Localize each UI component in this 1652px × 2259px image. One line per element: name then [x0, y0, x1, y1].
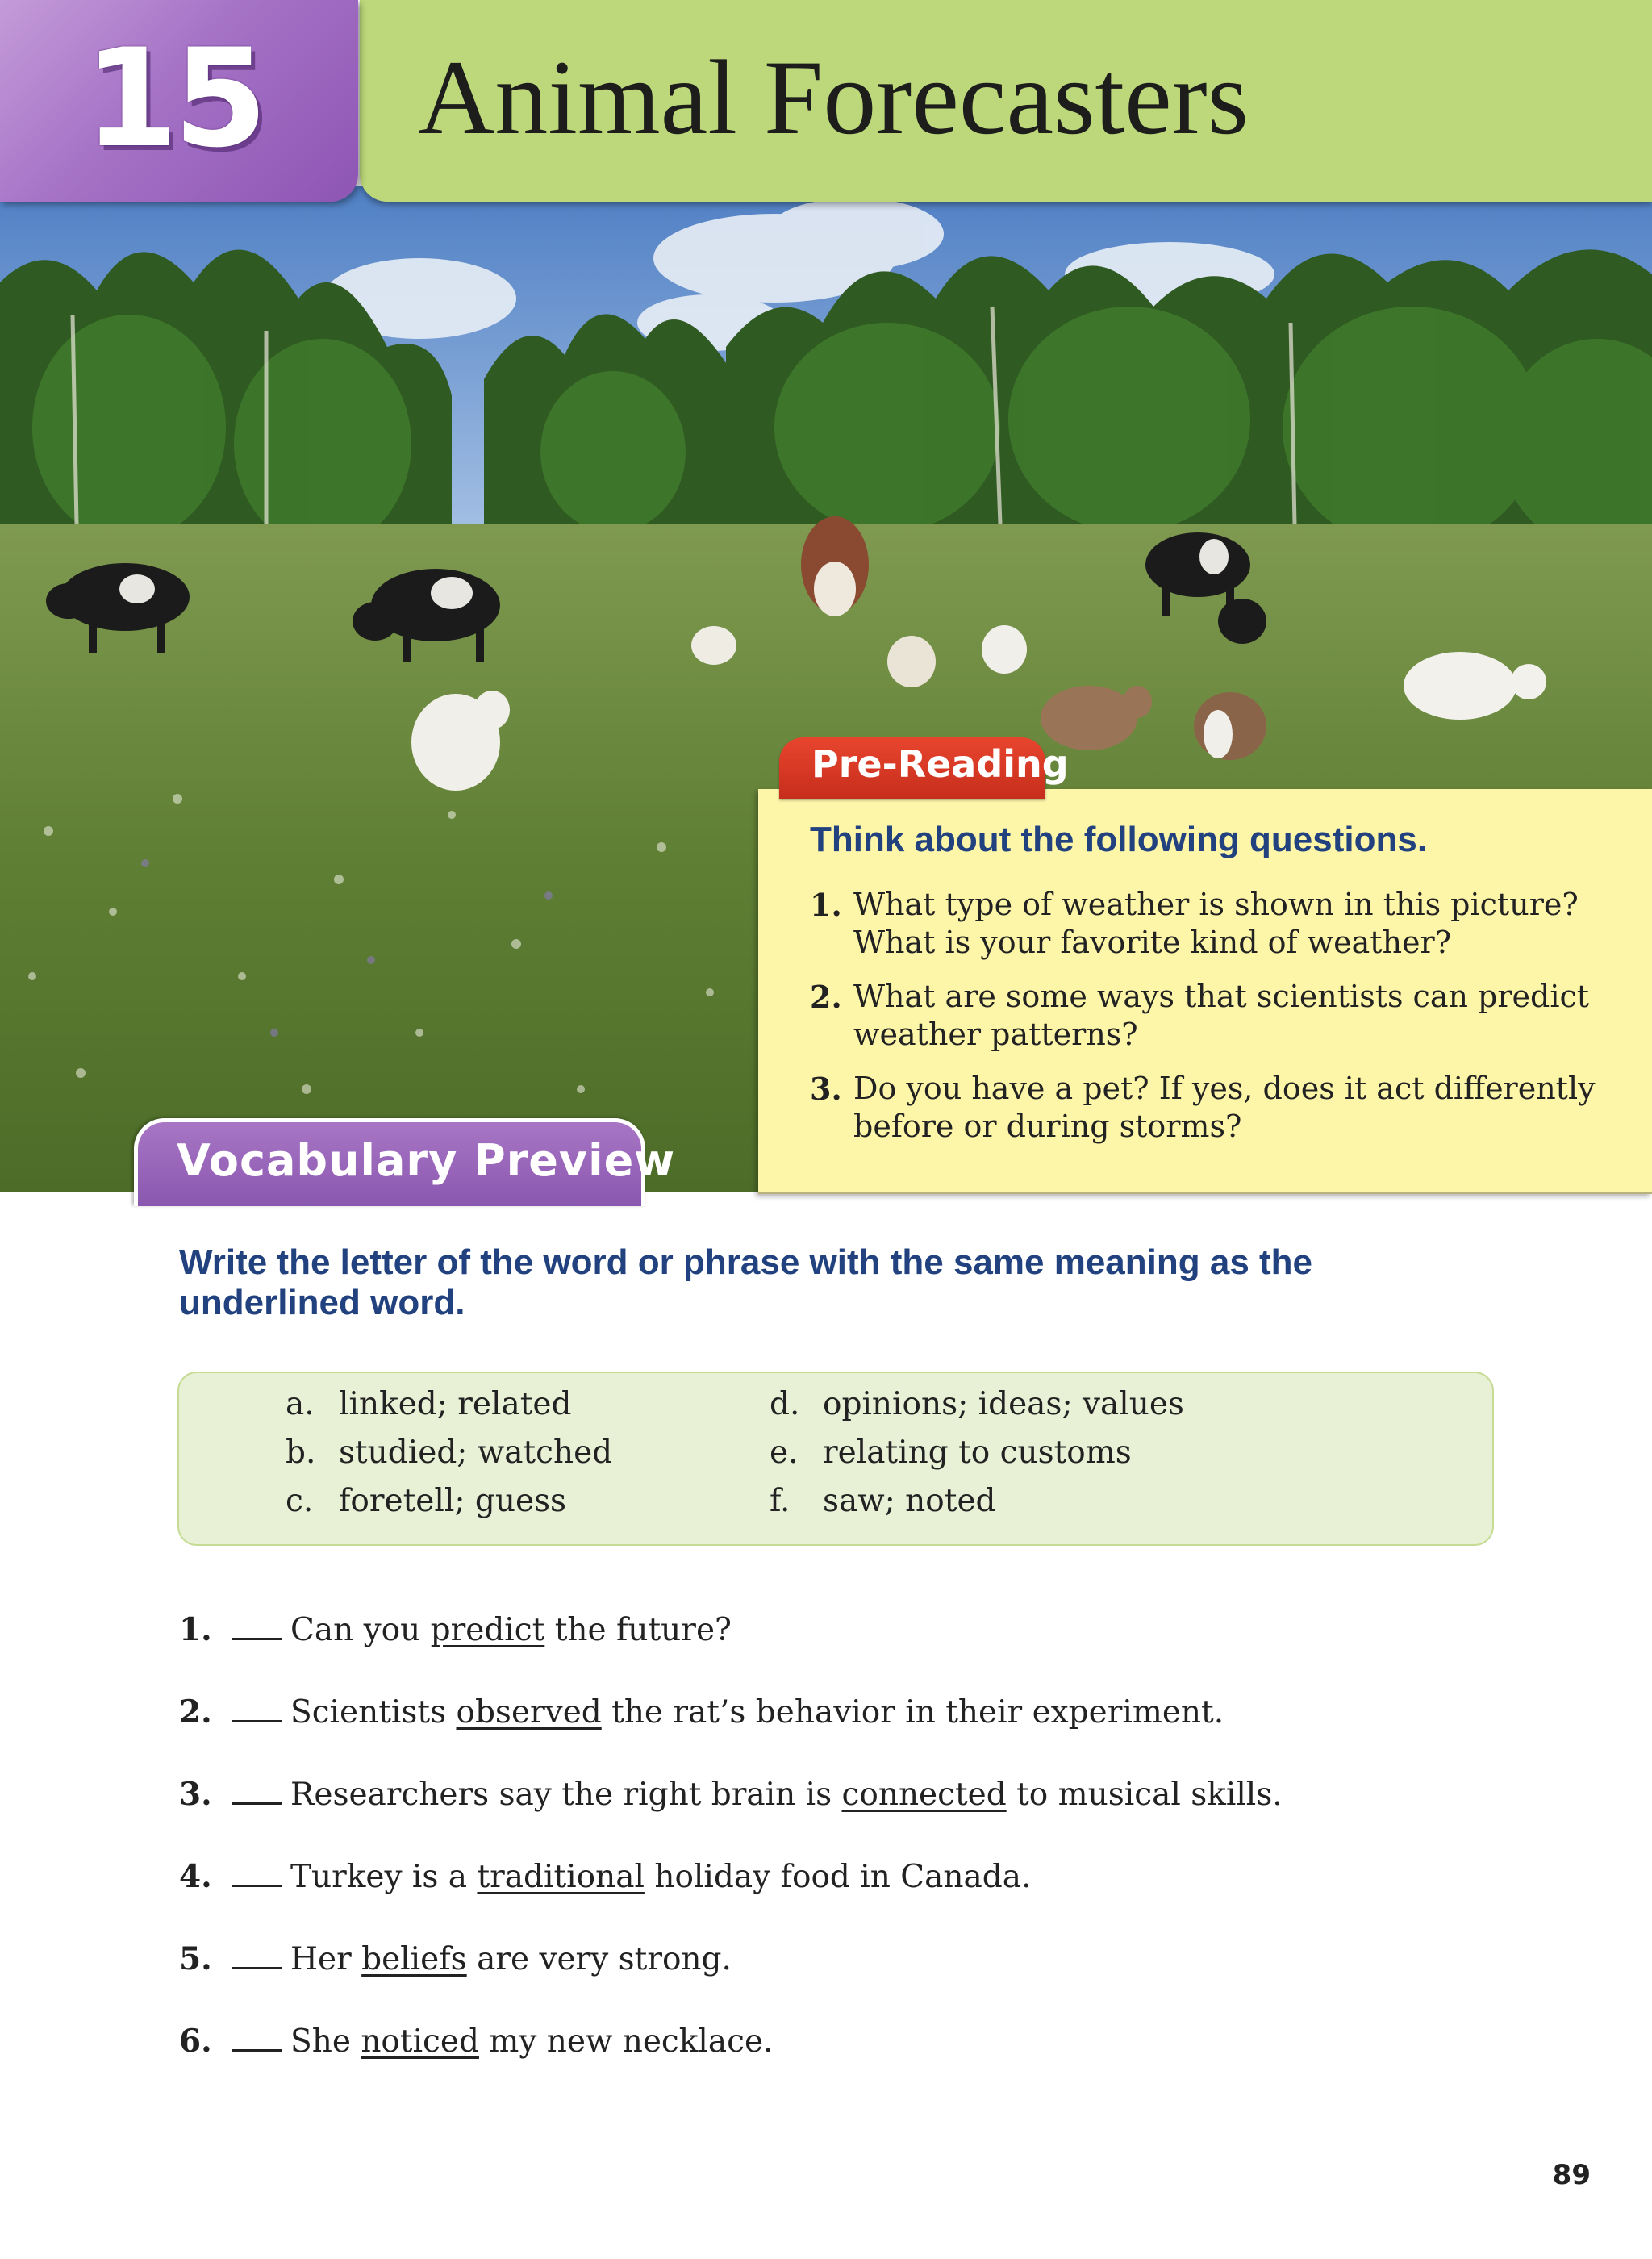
question-text: What type of weather is shown in this picture? What is your favorite kind of weather?	[853, 887, 1579, 960]
page-number: 89	[1552, 2159, 1591, 2191]
page-title: Animal Forecasters	[418, 38, 1249, 157]
underlined-word: beliefs	[361, 1941, 467, 1977]
question-item	[810, 1070, 1633, 1146]
vocabulary-instructions: Write the letter of the word or phrase with the same meaning as the underlined word.	[179, 1242, 1313, 1322]
item-text: holiday food in Canada.	[644, 1859, 1032, 1895]
item-number: 2.	[179, 1693, 212, 1731]
choice-letter: e.	[770, 1434, 799, 1471]
answer-blank[interactable]	[232, 1610, 282, 1640]
item-number: 3.	[179, 1776, 212, 1813]
item-number: 5.	[179, 1940, 212, 1977]
vocab-item	[179, 2022, 773, 2060]
choice-text: relating to customs	[823, 1434, 1132, 1471]
item-text: are very strong.	[466, 1941, 732, 1977]
choice-text: studied; watched	[339, 1434, 613, 1471]
pre-reading-tab	[779, 737, 1069, 799]
unit-number-tab	[0, 0, 358, 202]
answer-blank[interactable]	[232, 1857, 282, 1887]
vocab-item	[179, 1775, 1283, 1813]
pre-reading-label: Pre-Reading	[811, 742, 1069, 786]
underlined-word: traditional	[477, 1859, 645, 1895]
title-bar	[360, 0, 1652, 202]
item-number: 6.	[179, 2023, 212, 2060]
pre-reading-heading: Think about the following questions.	[810, 820, 1428, 859]
underlined-word: observed	[456, 1694, 602, 1731]
word-bank-choice	[286, 1386, 571, 1422]
item-number: 4.	[179, 1858, 212, 1895]
vocab-item	[179, 1610, 732, 1648]
item-text: the rat’s behavior in their experiment.	[601, 1694, 1224, 1731]
answer-blank[interactable]	[232, 2022, 282, 2052]
item-text: She	[290, 2023, 361, 2060]
pre-reading-box	[758, 789, 1652, 1194]
item-text: Turkey is a	[290, 1859, 478, 1895]
choice-letter: f.	[770, 1483, 791, 1519]
answer-blank[interactable]	[232, 1940, 282, 1969]
choice-text: opinions; ideas; values	[823, 1386, 1184, 1422]
item-text: my new necklace.	[478, 2023, 774, 2060]
choice-text: saw; noted	[823, 1483, 996, 1519]
answer-blank[interactable]	[232, 1693, 282, 1722]
word-bank-choice	[286, 1434, 612, 1471]
underlined-word: connected	[841, 1777, 1007, 1813]
unit-number: 15	[84, 19, 263, 177]
underlined-word: predict	[430, 1612, 545, 1648]
choice-letter: d.	[770, 1386, 800, 1422]
choice-letter: c.	[286, 1483, 314, 1519]
question-number: 1.	[810, 887, 842, 923]
vocabulary-preview-label: Vocabulary Preview	[177, 1135, 676, 1186]
word-bank-choice	[286, 1483, 566, 1519]
item-text: the future?	[544, 1612, 732, 1648]
word-bank-choice	[770, 1386, 1184, 1422]
item-text: Scientists	[290, 1694, 457, 1731]
vocabulary-preview-tab	[134, 1118, 676, 1206]
item-text: Researchers say the right brain is	[290, 1777, 842, 1813]
item-number: 1.	[179, 1611, 212, 1648]
choice-letter: a.	[286, 1386, 315, 1422]
choice-letter: b.	[286, 1434, 316, 1471]
question-text: What are some ways that scientists can predict weather patterns?	[853, 979, 1590, 1052]
question-number: 2.	[810, 979, 842, 1015]
underlined-word: noticed	[361, 2023, 479, 2060]
vocab-item	[179, 1857, 1031, 1895]
answer-blank[interactable]	[232, 1775, 282, 1805]
item-text: Can you	[290, 1612, 431, 1648]
choice-text: foretell; guess	[339, 1483, 567, 1519]
question-text: Do you have a pet? If yes, does it act differently before or during storms?	[853, 1071, 1596, 1144]
word-bank	[177, 1372, 1494, 1546]
question-number: 3.	[810, 1071, 842, 1107]
vocab-item	[179, 1940, 732, 1977]
word-bank-choice	[770, 1434, 1132, 1471]
question-item	[810, 886, 1633, 962]
item-text: Her	[290, 1941, 362, 1977]
vocab-item	[179, 1693, 1224, 1731]
question-item	[810, 978, 1633, 1054]
choice-text: linked; related	[339, 1386, 572, 1422]
item-text: to musical skills.	[1006, 1777, 1283, 1813]
word-bank-choice	[770, 1483, 996, 1519]
